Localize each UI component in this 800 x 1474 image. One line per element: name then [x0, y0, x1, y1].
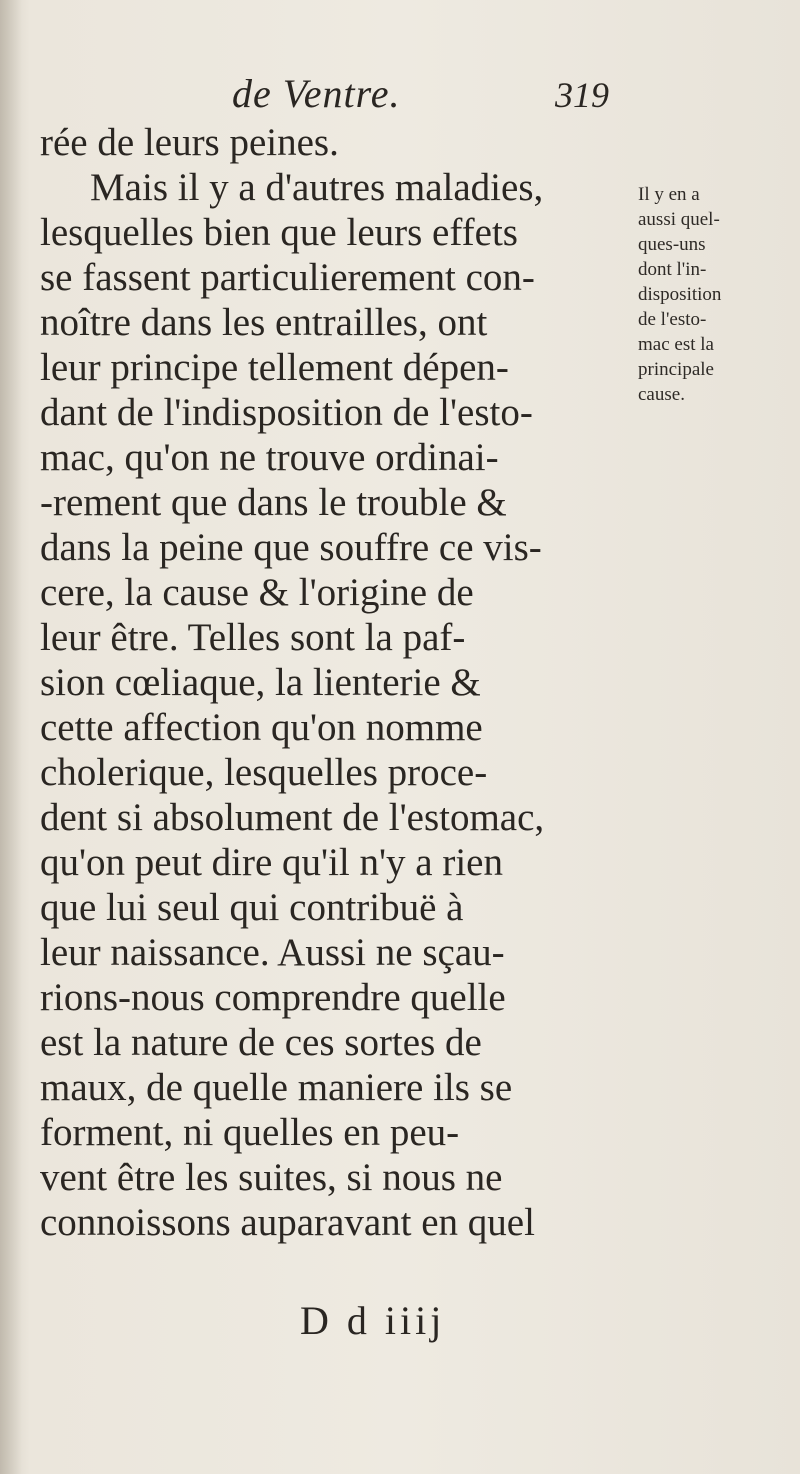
gutter-shadow — [0, 0, 22, 1474]
text-line: -rement que dans le trouble & — [40, 481, 507, 524]
margin-note-line: cause. — [638, 384, 685, 405]
signature-mark: D d iiij — [300, 1298, 446, 1343]
text-line: dans la peine que souffre ce vis- — [40, 526, 542, 569]
margin-note — [638, 182, 798, 407]
margin-note-line: de l'esto- — [638, 309, 707, 330]
text-line: connoissons auparavant en quel — [40, 1201, 535, 1244]
text-line: Mais il y a d'autres maladies, — [90, 166, 544, 209]
text-line: est la nature de ces sortes de — [40, 1021, 482, 1064]
text-line: maux, de quelle maniere ils se — [40, 1066, 513, 1109]
margin-note-line: aussi quel- — [638, 209, 720, 230]
text-line: mac, qu'on ne trouve ordinai- — [40, 436, 499, 479]
text-line: lesquelles bien que leurs effets — [40, 211, 518, 254]
running-head — [0, 70, 800, 120]
margin-note-line: principale — [638, 359, 714, 380]
margin-note-line: Il y en a — [638, 184, 700, 205]
text-line: cette affection qu'on nomme — [40, 706, 483, 749]
text-line: rée de leurs peines. — [40, 121, 339, 164]
body-text — [40, 120, 630, 1245]
text-line: dant de l'indisposition de l'esto- — [40, 391, 533, 434]
text-line: sion cœliaque, la lienterie & — [40, 661, 481, 704]
text-line: leur naissance. Aussi ne sçau- — [40, 931, 505, 974]
text-line: forment, ni quelles en peu- — [40, 1111, 460, 1154]
text-line: noître dans les entrailles, ont — [40, 301, 488, 344]
text-line: que lui seul qui contribuë à — [40, 886, 464, 929]
running-head-title: de Ventre. — [232, 71, 401, 116]
text-line: leur principe tellement dépen- — [40, 346, 509, 389]
page-number: 319 — [555, 75, 609, 115]
text-line: leur être. Telles sont la paf- — [40, 616, 466, 659]
text-line: se fassent particulierement con- — [40, 256, 535, 299]
margin-note-line: disposition — [638, 284, 722, 305]
text-line: vent être les suites, si nous ne — [40, 1156, 503, 1199]
margin-note-line: dont l'in- — [638, 259, 707, 280]
margin-note-line: mac est la — [638, 334, 714, 355]
margin-note-line: ques-uns — [638, 234, 706, 255]
text-line: cholerique, lesquelles proce- — [40, 751, 488, 794]
text-line: dent si absolument de l'estomac, — [40, 796, 545, 839]
text-line: qu'on peut dire qu'il n'y a rien — [40, 841, 503, 884]
text-line: rions-nous comprendre quelle — [40, 976, 506, 1019]
text-line: cere, la cause & l'origine de — [40, 571, 474, 614]
